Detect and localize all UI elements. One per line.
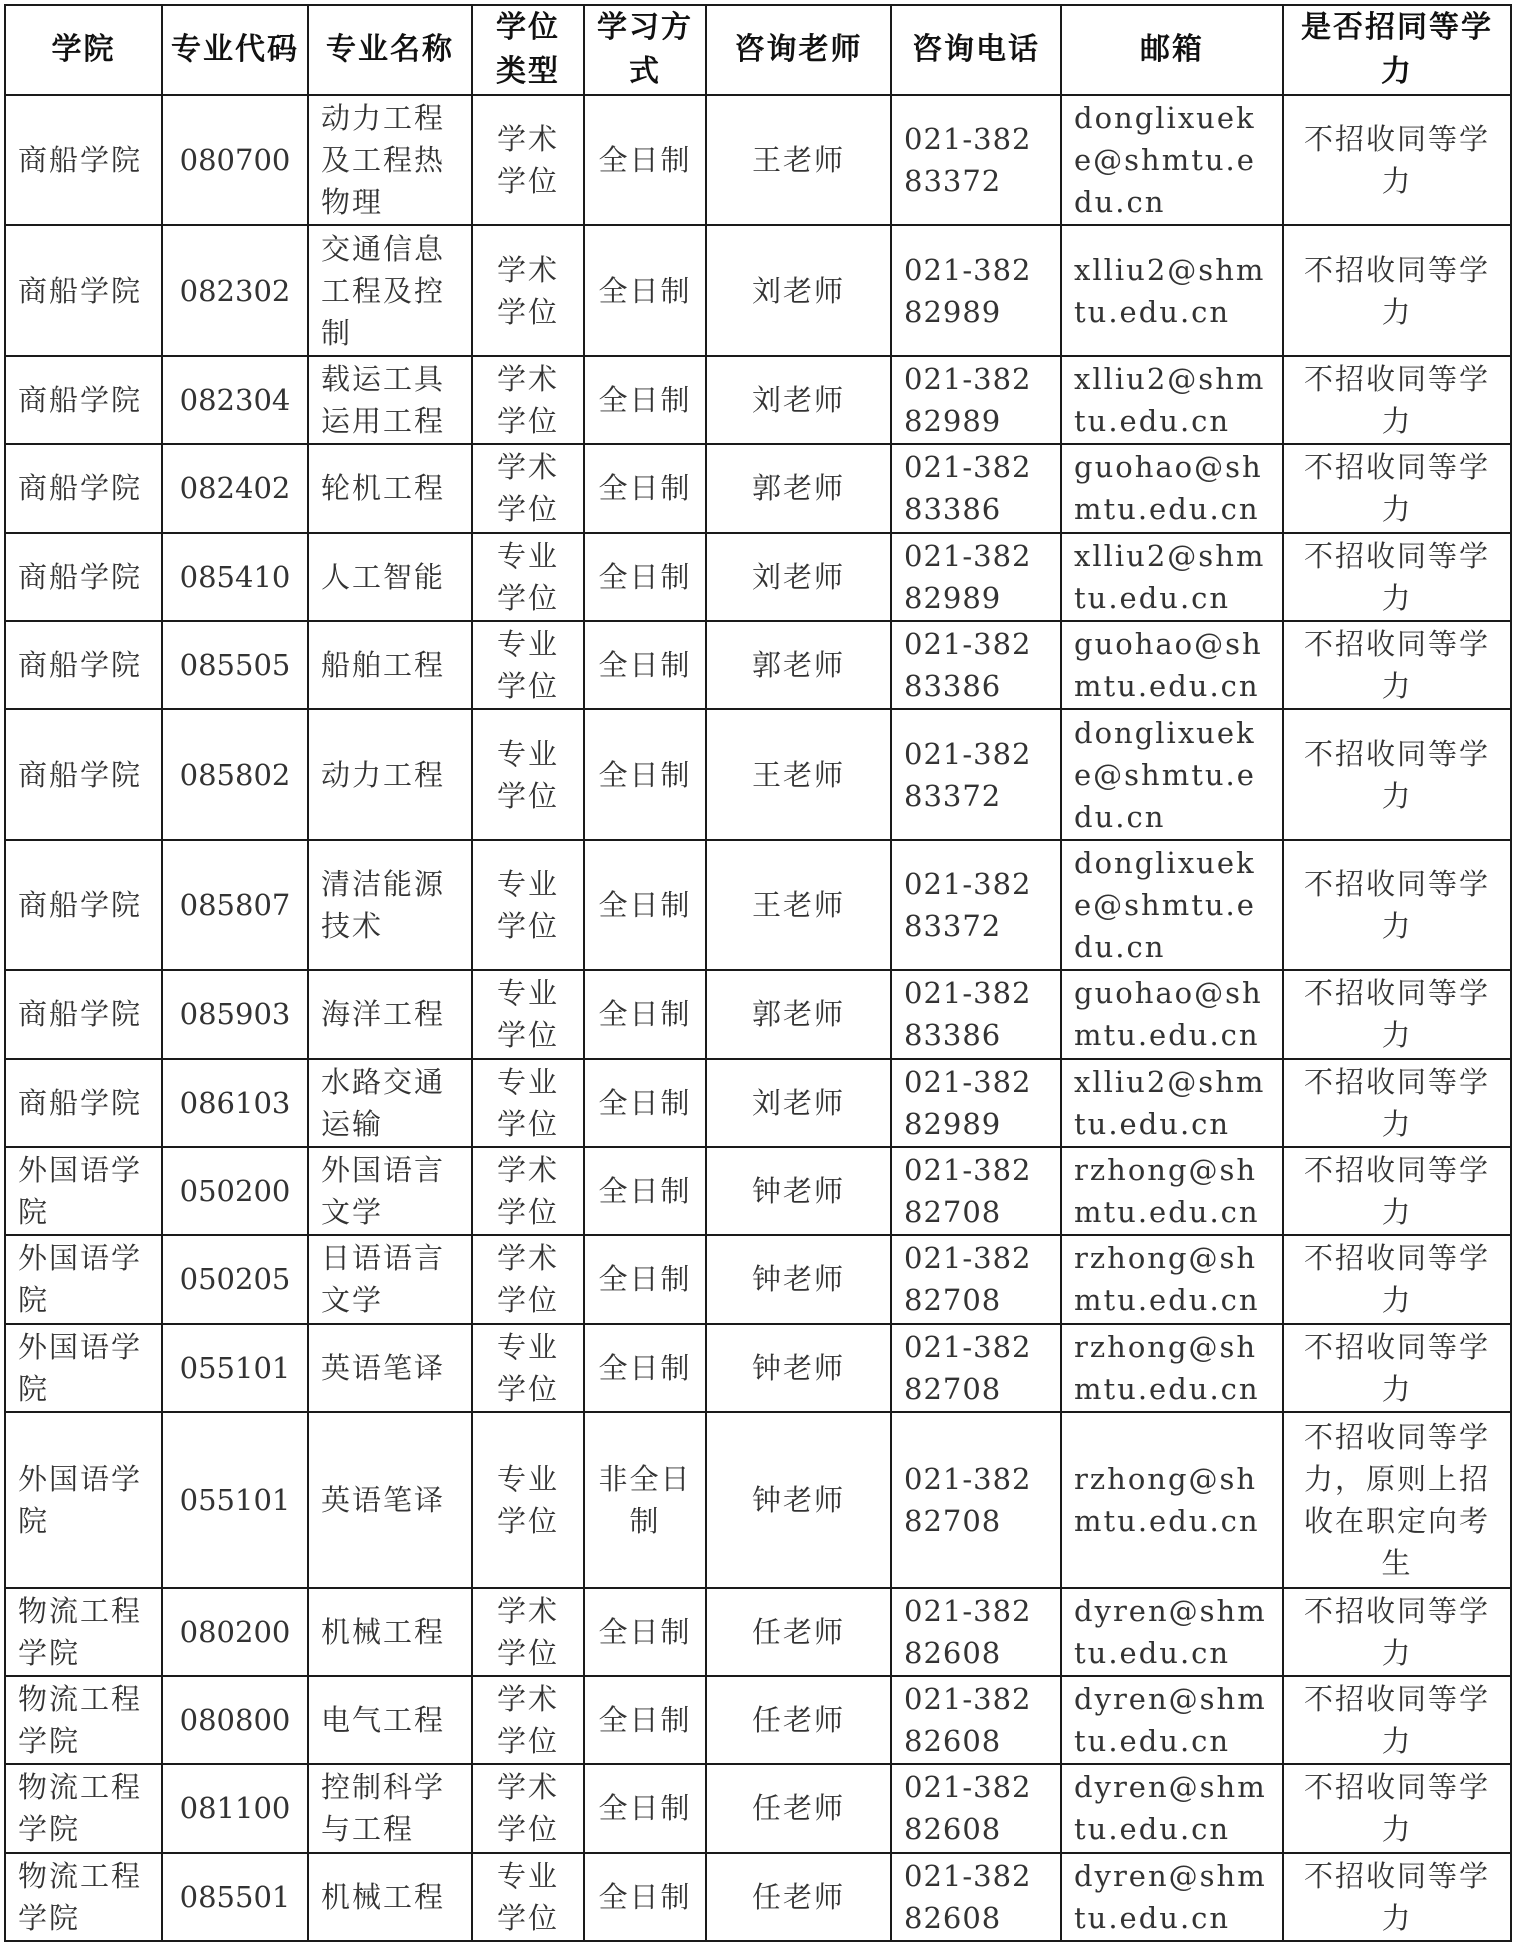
cell-teacher: 任老师 bbox=[706, 1853, 891, 1941]
cell-code: 080700 bbox=[162, 95, 308, 225]
cell-code: 082304 bbox=[162, 356, 308, 444]
cell-degree: 学术学位 bbox=[472, 225, 584, 355]
header-teacher: 咨询老师 bbox=[706, 5, 891, 95]
cell-equiv: 不招收同等学力 bbox=[1283, 1764, 1511, 1852]
cell-email: guohao@shmtu.edu.cn bbox=[1061, 444, 1283, 532]
cell-college: 外国语学院 bbox=[5, 1147, 162, 1235]
table-row bbox=[5, 1147, 1511, 1235]
cell-college: 商船学院 bbox=[5, 356, 162, 444]
cell-code: 085903 bbox=[162, 970, 308, 1058]
cell-college: 外国语学院 bbox=[5, 1235, 162, 1323]
cell-major: 动力工程及工程热物理 bbox=[308, 95, 472, 225]
table-row bbox=[5, 970, 1511, 1058]
cell-phone: 021-38283372 bbox=[891, 95, 1061, 225]
table-row bbox=[5, 621, 1511, 709]
cell-teacher: 钟老师 bbox=[706, 1147, 891, 1235]
cell-major: 轮机工程 bbox=[308, 444, 472, 532]
cell-major: 载运工具运用工程 bbox=[308, 356, 472, 444]
cell-email: rzhong@shmtu.edu.cn bbox=[1061, 1324, 1283, 1412]
cell-phone: 021-38282708 bbox=[891, 1324, 1061, 1412]
cell-mode: 全日制 bbox=[584, 1324, 706, 1412]
cell-major: 英语笔译 bbox=[308, 1412, 472, 1588]
cell-major: 外国语言文学 bbox=[308, 1147, 472, 1235]
cell-email: donglixueke@shmtu.edu.cn bbox=[1061, 840, 1283, 970]
table-row bbox=[5, 533, 1511, 621]
table-row bbox=[5, 1588, 1511, 1676]
cell-mode: 非全日制 bbox=[584, 1412, 706, 1588]
cell-mode: 全日制 bbox=[584, 533, 706, 621]
cell-code: 085802 bbox=[162, 709, 308, 839]
cell-mode: 全日制 bbox=[584, 1059, 706, 1147]
header-mode: 学习方式 bbox=[584, 5, 706, 95]
cell-phone: 021-38282608 bbox=[891, 1588, 1061, 1676]
cell-major: 人工智能 bbox=[308, 533, 472, 621]
cell-teacher: 刘老师 bbox=[706, 533, 891, 621]
cell-degree: 专业学位 bbox=[472, 1412, 584, 1588]
cell-equiv: 不招收同等学力 bbox=[1283, 95, 1511, 225]
cell-teacher: 王老师 bbox=[706, 95, 891, 225]
cell-equiv: 不招收同等学力 bbox=[1283, 1235, 1511, 1323]
cell-degree: 专业学位 bbox=[472, 1324, 584, 1412]
cell-code: 080800 bbox=[162, 1676, 308, 1764]
cell-major: 清洁能源技术 bbox=[308, 840, 472, 970]
header-row bbox=[5, 5, 1511, 95]
admissions-table bbox=[4, 4, 1512, 1942]
cell-college: 商船学院 bbox=[5, 225, 162, 355]
table-row bbox=[5, 1764, 1511, 1852]
cell-equiv: 不招收同等学力 bbox=[1283, 840, 1511, 970]
cell-degree: 专业学位 bbox=[472, 709, 584, 839]
cell-mode: 全日制 bbox=[584, 970, 706, 1058]
cell-college: 商船学院 bbox=[5, 621, 162, 709]
cell-college: 物流工程学院 bbox=[5, 1588, 162, 1676]
cell-email: xlliu2@shmtu.edu.cn bbox=[1061, 1059, 1283, 1147]
cell-mode: 全日制 bbox=[584, 1235, 706, 1323]
cell-phone: 021-38282608 bbox=[891, 1853, 1061, 1941]
cell-college: 物流工程学院 bbox=[5, 1853, 162, 1941]
cell-phone: 021-38282608 bbox=[891, 1764, 1061, 1852]
cell-college: 商船学院 bbox=[5, 709, 162, 839]
cell-degree: 学术学位 bbox=[472, 1588, 584, 1676]
header-major: 专业名称 bbox=[308, 5, 472, 95]
cell-major: 船舶工程 bbox=[308, 621, 472, 709]
cell-email: dyren@shmtu.edu.cn bbox=[1061, 1853, 1283, 1941]
cell-major: 机械工程 bbox=[308, 1588, 472, 1676]
cell-college: 商船学院 bbox=[5, 444, 162, 532]
table-row bbox=[5, 356, 1511, 444]
cell-degree: 学术学位 bbox=[472, 1764, 584, 1852]
cell-code: 085807 bbox=[162, 840, 308, 970]
cell-teacher: 郭老师 bbox=[706, 621, 891, 709]
cell-mode: 全日制 bbox=[584, 356, 706, 444]
cell-mode: 全日制 bbox=[584, 444, 706, 532]
cell-equiv: 不招收同等学力 bbox=[1283, 1324, 1511, 1412]
cell-phone: 021-38282708 bbox=[891, 1412, 1061, 1588]
cell-college: 外国语学院 bbox=[5, 1324, 162, 1412]
cell-mode: 全日制 bbox=[584, 1147, 706, 1235]
cell-college: 商船学院 bbox=[5, 970, 162, 1058]
cell-major: 水路交通运输 bbox=[308, 1059, 472, 1147]
cell-teacher: 任老师 bbox=[706, 1588, 891, 1676]
header-equiv: 是否招同等学力 bbox=[1283, 5, 1511, 95]
cell-email: xlliu2@shmtu.edu.cn bbox=[1061, 533, 1283, 621]
cell-teacher: 郭老师 bbox=[706, 970, 891, 1058]
cell-phone: 021-38282989 bbox=[891, 1059, 1061, 1147]
cell-teacher: 刘老师 bbox=[706, 1059, 891, 1147]
header-code: 专业代码 bbox=[162, 5, 308, 95]
cell-college: 商船学院 bbox=[5, 95, 162, 225]
cell-major: 控制科学与工程 bbox=[308, 1764, 472, 1852]
cell-mode: 全日制 bbox=[584, 95, 706, 225]
cell-email: rzhong@shmtu.edu.cn bbox=[1061, 1147, 1283, 1235]
cell-major: 机械工程 bbox=[308, 1853, 472, 1941]
table-row bbox=[5, 444, 1511, 532]
cell-code: 055101 bbox=[162, 1412, 308, 1588]
cell-code: 055101 bbox=[162, 1324, 308, 1412]
cell-mode: 全日制 bbox=[584, 709, 706, 839]
table-row bbox=[5, 709, 1511, 839]
cell-equiv: 不招收同等学力 bbox=[1283, 444, 1511, 532]
cell-equiv: 不招收同等学力 bbox=[1283, 709, 1511, 839]
table-row bbox=[5, 1235, 1511, 1323]
cell-college: 外国语学院 bbox=[5, 1412, 162, 1588]
header-phone: 咨询电话 bbox=[891, 5, 1061, 95]
cell-code: 081100 bbox=[162, 1764, 308, 1852]
cell-email: dyren@shmtu.edu.cn bbox=[1061, 1764, 1283, 1852]
cell-equiv: 不招收同等学力 bbox=[1283, 533, 1511, 621]
cell-degree: 学术学位 bbox=[472, 1147, 584, 1235]
cell-phone: 021-38282708 bbox=[891, 1147, 1061, 1235]
cell-email: donglixueke@shmtu.edu.cn bbox=[1061, 709, 1283, 839]
cell-teacher: 钟老师 bbox=[706, 1324, 891, 1412]
cell-degree: 专业学位 bbox=[472, 1059, 584, 1147]
cell-phone: 021-38282989 bbox=[891, 356, 1061, 444]
cell-email: xlliu2@shmtu.edu.cn bbox=[1061, 356, 1283, 444]
cell-phone: 021-38282708 bbox=[891, 1235, 1061, 1323]
cell-email: xlliu2@shmtu.edu.cn bbox=[1061, 225, 1283, 355]
table-row bbox=[5, 95, 1511, 225]
cell-major: 海洋工程 bbox=[308, 970, 472, 1058]
cell-college: 物流工程学院 bbox=[5, 1676, 162, 1764]
cell-degree: 学术学位 bbox=[472, 356, 584, 444]
cell-phone: 021-38283386 bbox=[891, 621, 1061, 709]
cell-mode: 全日制 bbox=[584, 1853, 706, 1941]
cell-equiv: 不招收同等学力 bbox=[1283, 1147, 1511, 1235]
table-row bbox=[5, 1324, 1511, 1412]
cell-teacher: 任老师 bbox=[706, 1676, 891, 1764]
cell-phone: 021-38283372 bbox=[891, 840, 1061, 970]
cell-major: 电气工程 bbox=[308, 1676, 472, 1764]
table-row bbox=[5, 1853, 1511, 1941]
cell-teacher: 刘老师 bbox=[706, 225, 891, 355]
cell-college: 商船学院 bbox=[5, 1059, 162, 1147]
cell-code: 085505 bbox=[162, 621, 308, 709]
cell-phone: 021-38283386 bbox=[891, 444, 1061, 532]
cell-equiv: 不招收同等学力，原则上招收在职定向考生 bbox=[1283, 1412, 1511, 1588]
cell-code: 085501 bbox=[162, 1853, 308, 1941]
cell-code: 080200 bbox=[162, 1588, 308, 1676]
cell-code: 082402 bbox=[162, 444, 308, 532]
table-row bbox=[5, 1676, 1511, 1764]
header-degree: 学位类型 bbox=[472, 5, 584, 95]
cell-degree: 学术学位 bbox=[472, 1235, 584, 1323]
cell-college: 物流工程学院 bbox=[5, 1764, 162, 1852]
cell-teacher: 钟老师 bbox=[706, 1412, 891, 1588]
cell-degree: 专业学位 bbox=[472, 970, 584, 1058]
cell-college: 商船学院 bbox=[5, 533, 162, 621]
cell-mode: 全日制 bbox=[584, 621, 706, 709]
cell-phone: 021-38283386 bbox=[891, 970, 1061, 1058]
cell-degree: 学术学位 bbox=[472, 444, 584, 532]
cell-degree: 学术学位 bbox=[472, 95, 584, 225]
cell-email: donglixueke@shmtu.edu.cn bbox=[1061, 95, 1283, 225]
cell-code: 050205 bbox=[162, 1235, 308, 1323]
cell-equiv: 不招收同等学力 bbox=[1283, 356, 1511, 444]
cell-email: dyren@shmtu.edu.cn bbox=[1061, 1588, 1283, 1676]
cell-mode: 全日制 bbox=[584, 1676, 706, 1764]
cell-equiv: 不招收同等学力 bbox=[1283, 970, 1511, 1058]
cell-major: 动力工程 bbox=[308, 709, 472, 839]
table-row bbox=[5, 1412, 1511, 1588]
cell-email: guohao@shmtu.edu.cn bbox=[1061, 970, 1283, 1058]
cell-degree: 专业学位 bbox=[472, 1853, 584, 1941]
cell-degree: 专业学位 bbox=[472, 533, 584, 621]
table-row bbox=[5, 225, 1511, 355]
cell-teacher: 王老师 bbox=[706, 840, 891, 970]
header-college: 学院 bbox=[5, 5, 162, 95]
cell-equiv: 不招收同等学力 bbox=[1283, 1588, 1511, 1676]
cell-equiv: 不招收同等学力 bbox=[1283, 1853, 1511, 1941]
cell-equiv: 不招收同等学力 bbox=[1283, 621, 1511, 709]
table-row bbox=[5, 1059, 1511, 1147]
cell-teacher: 钟老师 bbox=[706, 1235, 891, 1323]
cell-mode: 全日制 bbox=[584, 1588, 706, 1676]
cell-teacher: 郭老师 bbox=[706, 444, 891, 532]
cell-degree: 专业学位 bbox=[472, 840, 584, 970]
cell-mode: 全日制 bbox=[584, 225, 706, 355]
cell-code: 086103 bbox=[162, 1059, 308, 1147]
table-row bbox=[5, 840, 1511, 970]
cell-code: 082302 bbox=[162, 225, 308, 355]
cell-equiv: 不招收同等学力 bbox=[1283, 1059, 1511, 1147]
cell-degree: 学术学位 bbox=[472, 1676, 584, 1764]
cell-phone: 021-38282989 bbox=[891, 225, 1061, 355]
cell-major: 英语笔译 bbox=[308, 1324, 472, 1412]
cell-mode: 全日制 bbox=[584, 840, 706, 970]
cell-equiv: 不招收同等学力 bbox=[1283, 1676, 1511, 1764]
cell-equiv: 不招收同等学力 bbox=[1283, 225, 1511, 355]
cell-phone: 021-38282608 bbox=[891, 1676, 1061, 1764]
cell-email: guohao@shmtu.edu.cn bbox=[1061, 621, 1283, 709]
cell-code: 050200 bbox=[162, 1147, 308, 1235]
cell-college: 商船学院 bbox=[5, 840, 162, 970]
cell-mode: 全日制 bbox=[584, 1764, 706, 1852]
cell-degree: 专业学位 bbox=[472, 621, 584, 709]
cell-teacher: 任老师 bbox=[706, 1764, 891, 1852]
cell-phone: 021-38282989 bbox=[891, 533, 1061, 621]
cell-email: rzhong@shmtu.edu.cn bbox=[1061, 1412, 1283, 1588]
header-email: 邮箱 bbox=[1061, 5, 1283, 95]
cell-major: 交通信息工程及控制 bbox=[308, 225, 472, 355]
cell-phone: 021-38283372 bbox=[891, 709, 1061, 839]
cell-code: 085410 bbox=[162, 533, 308, 621]
cell-major: 日语语言文学 bbox=[308, 1235, 472, 1323]
cell-teacher: 王老师 bbox=[706, 709, 891, 839]
cell-email: rzhong@shmtu.edu.cn bbox=[1061, 1235, 1283, 1323]
cell-teacher: 刘老师 bbox=[706, 356, 891, 444]
cell-email: dyren@shmtu.edu.cn bbox=[1061, 1676, 1283, 1764]
